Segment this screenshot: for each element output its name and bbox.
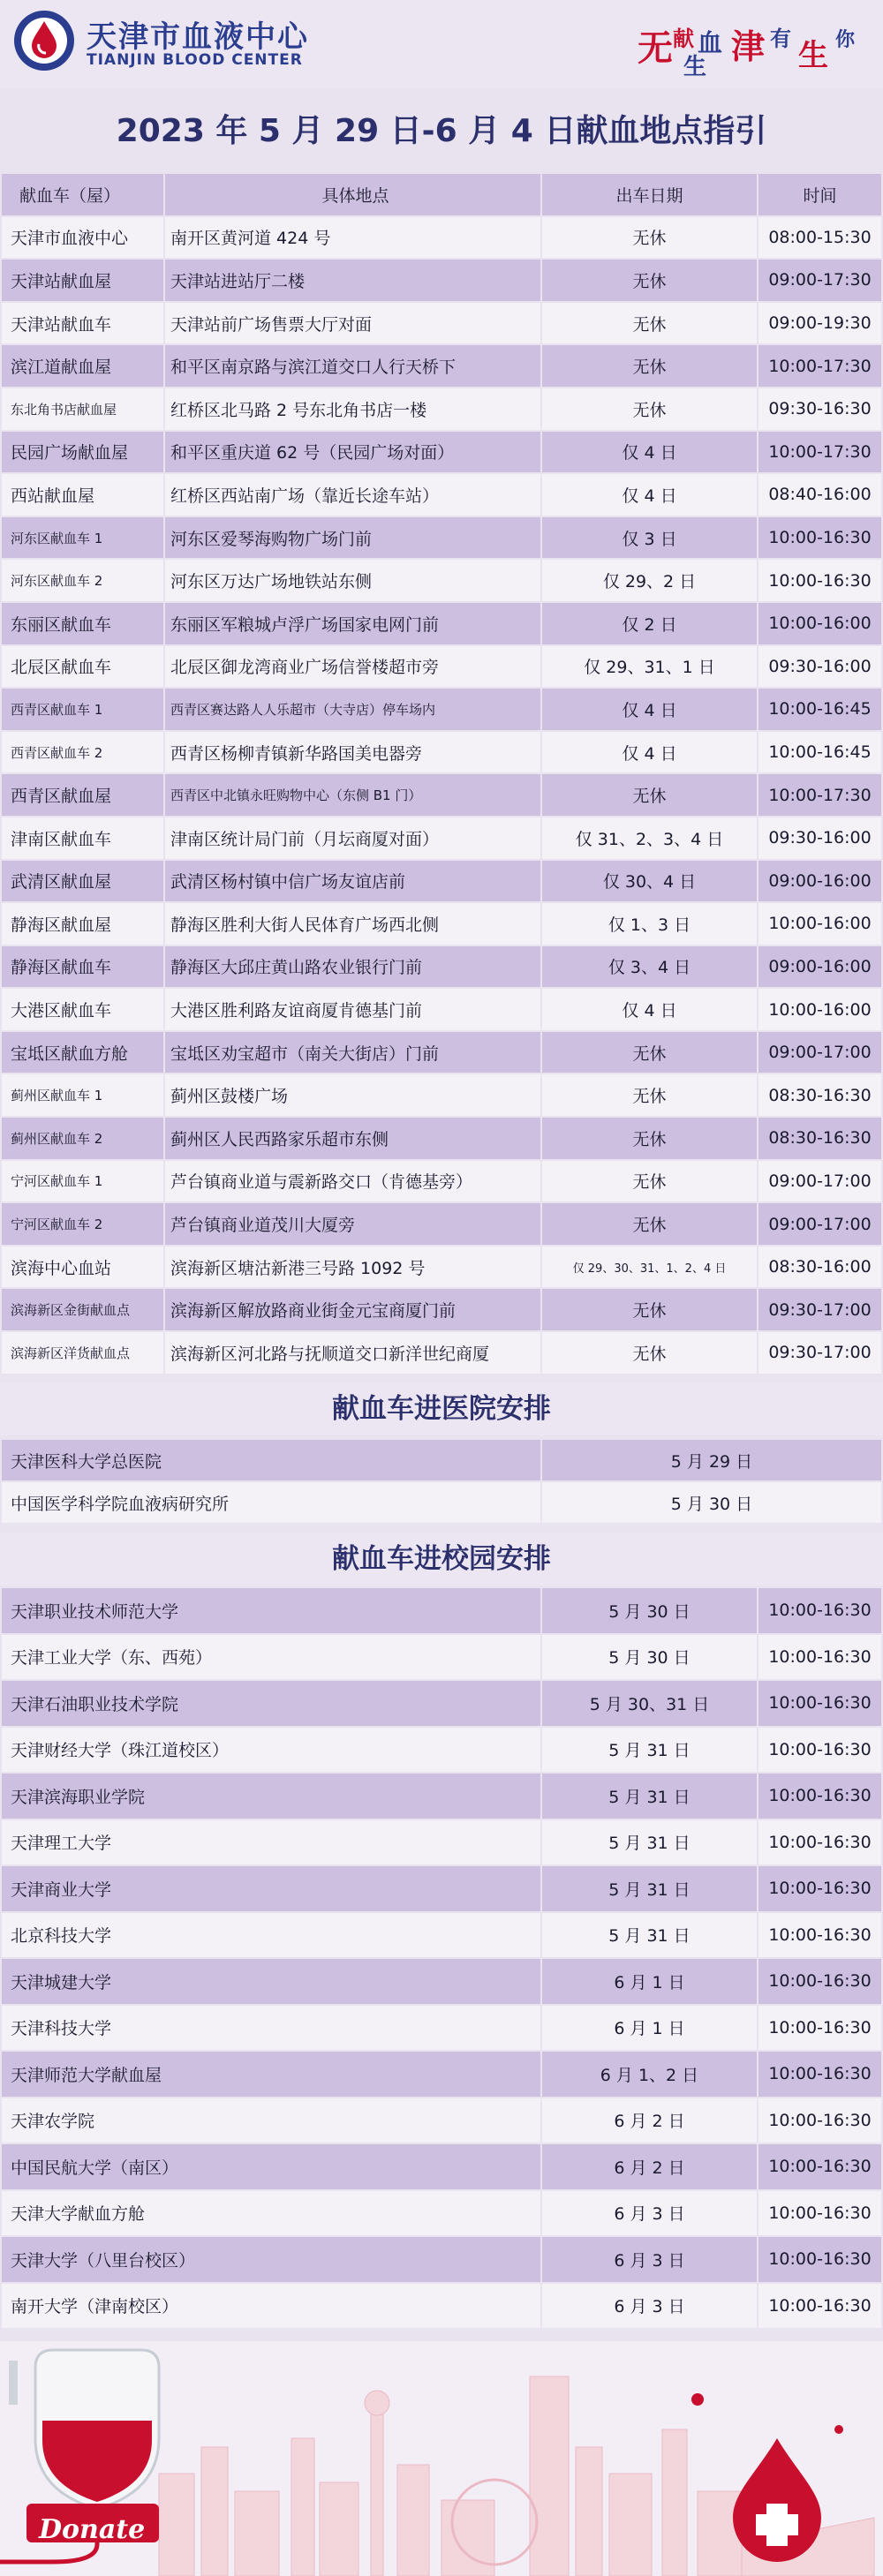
campus-name: 天津农学院 (2, 2098, 540, 2143)
site-dates: 无休 (542, 1332, 757, 1374)
site-name: 滨海新区金街献血点 (2, 1289, 163, 1330)
site-hours: 10:00-17:30 (758, 774, 881, 816)
table-row (0, 473, 883, 516)
campus-name: 天津科技大学 (2, 2006, 540, 2051)
site-hours: 10:00-16:00 (758, 603, 881, 644)
site-hours: 09:00-17:00 (758, 1032, 881, 1073)
campus-row (0, 2190, 883, 2237)
campus-date: 5 月 31 日 (542, 1820, 757, 1865)
site-address: 红桥区西站南广场（靠近长途车站） (165, 474, 540, 516)
campus-hours: 10:00-16:30 (758, 1588, 881, 1633)
svg-text:献: 献 (673, 26, 694, 51)
page-title: 2023 年 5 月 29 日-6 月 4 日献血地点指引 (116, 113, 767, 149)
campus-row (0, 1912, 883, 1959)
site-name: 武清区献血屋 (2, 861, 163, 902)
table-row (0, 988, 883, 1031)
site-hours: 10:00-17:30 (758, 432, 881, 473)
hospital-row (0, 1439, 883, 1481)
campus-hours: 10:00-16:30 (758, 1728, 881, 1773)
campus-date: 5 月 30、31 日 (542, 1681, 757, 1726)
slogan-calligraphy-icon (634, 16, 872, 81)
campus-date: 5 月 31 日 (542, 1728, 757, 1773)
site-address: 东丽区军粮城卢浮广场国家电网门前 (165, 603, 540, 644)
site-dates: 仅 2 日 (542, 603, 757, 644)
svg-text:你: 你 (835, 28, 856, 51)
site-name: 滨江道献血屋 (2, 345, 163, 387)
hospital-table (0, 1439, 883, 1524)
table-row (0, 1117, 883, 1160)
site-address: 蓟州区人民西路家乐超市东侧 (165, 1118, 540, 1159)
table-row (0, 344, 883, 388)
site-name: 宝坻区献血方舱 (2, 1032, 163, 1073)
site-hours: 10:00-16:30 (758, 560, 881, 601)
campus-date: 6 月 1、2 日 (542, 2052, 757, 2097)
table-row (0, 1031, 883, 1074)
site-address: 北辰区御龙湾商业广场信誉楼超市旁 (165, 646, 540, 688)
site-address: 武清区杨村镇中信广场友谊店前 (165, 861, 540, 902)
site-address: 天津站进站厅二楼 (165, 260, 540, 301)
donate-label: Donate (39, 2514, 146, 2545)
campus-row (0, 1587, 883, 1634)
site-name: 大港区献血车 (2, 989, 163, 1030)
campus-hours: 10:00-16:30 (758, 1913, 881, 1958)
site-dates: 无休 (542, 1074, 757, 1116)
column-header: 具体地点 (165, 174, 540, 215)
column-header: 时间 (758, 174, 881, 215)
campus-name: 天津滨海职业学院 (2, 1774, 540, 1819)
site-address: 河东区爱琴海购物广场门前 (165, 517, 540, 559)
campus-row (0, 2283, 883, 2330)
campus-table (0, 1587, 883, 2329)
table-row (0, 516, 883, 560)
site-hours: 09:30-17:00 (758, 1289, 881, 1330)
campus-date: 5 月 31 日 (542, 1774, 757, 1819)
site-address: 津南区统计局门前（月坛商厦对面） (165, 817, 540, 859)
campus-date: 6 月 3 日 (542, 2237, 757, 2282)
table-row (0, 431, 883, 474)
table-row (0, 259, 883, 302)
campus-name: 北京科技大学 (2, 1913, 540, 1958)
campus-row (0, 2236, 883, 2283)
site-hours: 08:30-16:00 (758, 1247, 881, 1288)
site-address: 芦台镇商业道茂川大厦旁 (165, 1203, 540, 1245)
site-hours: 09:00-17:00 (758, 1161, 881, 1202)
site-address: 河东区万达广场地铁站东侧 (165, 560, 540, 601)
site-hours: 09:30-16:00 (758, 646, 881, 688)
site-name: 河东区献血车 1 (2, 517, 163, 559)
table-row (0, 860, 883, 903)
site-dates: 仅 29、31、1 日 (542, 646, 757, 688)
campus-name: 天津大学献血方舱 (2, 2191, 540, 2236)
campus-row (0, 1819, 883, 1866)
site-name: 西青区献血车 2 (2, 732, 163, 773)
campus-name: 天津职业技术师范大学 (2, 1588, 540, 1633)
site-name: 蓟州区献血车 2 (2, 1118, 163, 1159)
campus-date: 6 月 1 日 (542, 2006, 757, 2051)
site-address: 静海区胜利大街人民体育广场西北侧 (165, 903, 540, 945)
site-name: 宁河区献血车 1 (2, 1161, 163, 1202)
campus-hours: 10:00-16:30 (758, 1681, 881, 1726)
site-hours: 08:00-15:30 (758, 217, 881, 259)
site-hours: 08:30-16:30 (758, 1074, 881, 1116)
site-hours: 10:00-17:30 (758, 345, 881, 387)
site-dates: 无休 (542, 303, 757, 344)
table-row (0, 1073, 883, 1117)
site-dates: 仅 29、30、31、1、2、4 日 (542, 1247, 757, 1288)
site-name: 西青区献血屋 (2, 774, 163, 816)
site-address: 芦台镇商业道与震新路交口（肯德基旁） (165, 1161, 540, 1202)
campus-hours: 10:00-16:30 (758, 1820, 881, 1865)
site-address: 蓟州区鼓楼广场 (165, 1074, 540, 1116)
site-address: 西青区赛达路人人乐超市（大寺店）停车场内 (165, 689, 540, 730)
campus-row (0, 2005, 883, 2052)
site-name: 河东区献血车 2 (2, 560, 163, 601)
svg-text:生: 生 (683, 54, 707, 80)
site-dates: 仅 4 日 (542, 989, 757, 1030)
site-dates: 仅 31、2、3、4 日 (542, 817, 757, 859)
table-row (0, 1331, 883, 1375)
site-name: 滨海新区洋货献血点 (2, 1332, 163, 1374)
hospital-section-title: 献血车进医院安排 (0, 1382, 883, 1435)
site-dates: 无休 (542, 1032, 757, 1073)
site-hours: 08:30-16:30 (758, 1118, 881, 1159)
site-address: 南开区黄河道 424 号 (165, 217, 540, 259)
site-hours: 09:00-17:00 (758, 1203, 881, 1245)
footer-illustration (0, 2341, 883, 2576)
campus-hours: 10:00-16:30 (758, 2191, 881, 2236)
site-address: 大港区胜利路友谊商厦肯德基门前 (165, 989, 540, 1030)
site-dates: 无休 (542, 1203, 757, 1245)
column-header: 出车日期 (542, 174, 757, 215)
site-name: 静海区献血车 (2, 946, 163, 988)
site-dates: 无休 (542, 345, 757, 387)
site-address: 滨海新区塘沽新港三号路 1092 号 (165, 1247, 540, 1288)
site-dates: 无休 (542, 217, 757, 259)
campus-hours: 10:00-16:30 (758, 2052, 881, 2097)
site-dates: 仅 30、4 日 (542, 861, 757, 902)
campus-date: 5 月 30 日 (542, 1588, 757, 1633)
site-hours: 09:00-16:00 (758, 861, 881, 902)
site-name: 宁河区献血车 2 (2, 1203, 163, 1245)
campus-row (0, 1727, 883, 1774)
site-name: 西青区献血车 1 (2, 689, 163, 730)
site-address: 西青区杨柳青镇新华路国美电器旁 (165, 732, 540, 773)
site-name: 津南区献血车 (2, 817, 163, 859)
site-name: 天津市血液中心 (2, 217, 163, 259)
hospital-name: 天津医科大学总医院 (2, 1440, 540, 1480)
site-name: 北辰区献血车 (2, 646, 163, 688)
site-dates: 无休 (542, 1289, 757, 1330)
svg-text:血: 血 (698, 28, 723, 57)
donation-sites-table (0, 173, 883, 1375)
site-address: 西青区中北镇永旺购物中心（东侧 B1 门） (165, 774, 540, 816)
site-address: 宝坻区劝宝超市（南关大街店）门前 (165, 1032, 540, 1073)
column-header: 献血车（屋） (2, 174, 163, 215)
site-name: 民园广场献血屋 (2, 432, 163, 473)
campus-row (0, 2143, 883, 2190)
table-row (0, 731, 883, 774)
campus-row (0, 1634, 883, 1681)
campus-name: 天津城建大学 (2, 1959, 540, 2004)
hospital-date: 5 月 30 日 (542, 1482, 881, 1523)
hospital-date: 5 月 29 日 (542, 1440, 881, 1480)
svg-text:生: 生 (798, 38, 828, 73)
site-hours: 10:00-16:45 (758, 689, 881, 730)
svg-text:有: 有 (770, 26, 791, 51)
site-hours: 10:00-16:00 (758, 989, 881, 1030)
table-row (0, 688, 883, 731)
site-dates: 仅 1、3 日 (542, 903, 757, 945)
table-row (0, 1246, 883, 1289)
campus-section-title: 献血车进校园安排 (0, 1533, 883, 1586)
campus-date: 5 月 31 日 (542, 1866, 757, 1911)
table-row (0, 216, 883, 260)
site-address: 红桥区北马路 2 号东北角书店一楼 (165, 388, 540, 430)
site-hours: 10:00-16:30 (758, 517, 881, 559)
campus-hours: 10:00-16:30 (758, 2098, 881, 2143)
campus-name: 天津商业大学 (2, 1866, 540, 1911)
campus-row (0, 1680, 883, 1727)
campus-hours: 10:00-16:30 (758, 2237, 881, 2282)
page-header (0, 0, 883, 88)
table-row (0, 902, 883, 945)
site-dates: 仅 4 日 (542, 474, 757, 516)
hospital-name: 中国医学科学院血液病研究所 (2, 1482, 540, 1523)
table-row (0, 388, 883, 431)
site-name: 蓟州区献血车 1 (2, 1074, 163, 1116)
campus-hours: 10:00-16:30 (758, 1866, 881, 1911)
site-dates: 无休 (542, 260, 757, 301)
campus-date: 5 月 31 日 (542, 1913, 757, 1958)
site-hours: 10:00-16:45 (758, 732, 881, 773)
campus-date: 6 月 2 日 (542, 2144, 757, 2189)
site-address: 和平区重庆道 62 号（民园广场对面） (165, 432, 540, 473)
site-dates: 无休 (542, 1118, 757, 1159)
table-header-row (0, 173, 883, 216)
site-hours: 09:00-17:30 (758, 260, 881, 301)
hospital-row (0, 1481, 883, 1524)
site-dates: 仅 3 日 (542, 517, 757, 559)
site-name: 天津站献血车 (2, 303, 163, 344)
table-row (0, 559, 883, 602)
svg-text:津: 津 (731, 26, 766, 66)
table-row (0, 773, 883, 817)
table-row (0, 302, 883, 345)
site-dates: 无休 (542, 388, 757, 430)
site-dates: 仅 29、2 日 (542, 560, 757, 601)
site-hours: 09:00-19:30 (758, 303, 881, 344)
campus-row (0, 1865, 883, 1912)
campus-name: 南开大学（津南校区） (2, 2284, 540, 2329)
campus-row (0, 1773, 883, 1819)
campus-hours: 10:00-16:30 (758, 2006, 881, 2051)
campus-name: 天津师范大学献血屋 (2, 2052, 540, 2097)
site-dates: 无休 (542, 1161, 757, 1202)
campus-name: 天津财经大学（珠江道校区） (2, 1728, 540, 1773)
campus-hours: 10:00-16:30 (758, 1959, 881, 2004)
site-address: 静海区大邱庄黄山路农业银行门前 (165, 946, 540, 988)
site-dates: 无休 (542, 774, 757, 816)
site-dates: 仅 4 日 (542, 432, 757, 473)
site-hours: 09:30-16:30 (758, 388, 881, 430)
site-name: 滨海中心血站 (2, 1247, 163, 1288)
campus-hours: 10:00-16:30 (758, 1774, 881, 1819)
site-address: 滨海新区解放路商业街金元宝商厦门前 (165, 1289, 540, 1330)
site-dates: 仅 4 日 (542, 689, 757, 730)
campus-date: 6 月 1 日 (542, 1959, 757, 2004)
campus-name: 天津理工大学 (2, 1820, 540, 1865)
campus-date: 6 月 3 日 (542, 2191, 757, 2236)
site-address: 和平区南京路与滨江道交口人行天桥下 (165, 345, 540, 387)
site-dates: 仅 3、4 日 (542, 946, 757, 988)
campus-hours: 10:00-16:30 (758, 2144, 881, 2189)
svg-text:无: 无 (638, 27, 673, 69)
table-row (0, 945, 883, 989)
logo-title-cn: 天津市血液中心 (87, 19, 309, 55)
site-name: 西站献血屋 (2, 474, 163, 516)
campus-row (0, 2051, 883, 2098)
site-hours: 08:40-16:00 (758, 474, 881, 516)
logo-title-en: TIANJIN BLOOD CENTER (87, 51, 303, 69)
campus-date: 6 月 3 日 (542, 2284, 757, 2329)
site-name: 东北角书店献血屋 (2, 388, 163, 430)
campus-hours: 10:00-16:30 (758, 1635, 881, 1680)
table-row (0, 817, 883, 860)
site-address: 滨海新区河北路与抚顺道交口新洋世纪商厦 (165, 1332, 540, 1374)
table-row (0, 1288, 883, 1331)
campus-name: 天津大学（八里台校区） (2, 2237, 540, 2282)
table-row (0, 1202, 883, 1246)
site-hours: 09:30-16:00 (758, 817, 881, 859)
table-row (0, 1160, 883, 1203)
site-hours: 09:30-17:00 (758, 1332, 881, 1374)
campus-hours: 10:00-16:30 (758, 2284, 881, 2329)
site-dates: 仅 4 日 (542, 732, 757, 773)
campus-name: 中国民航大学（南区） (2, 2144, 540, 2189)
site-address: 天津站前广场售票大厅对面 (165, 303, 540, 344)
table-row (0, 645, 883, 689)
site-name: 天津站献血屋 (2, 260, 163, 301)
blood-center-logo-icon (12, 9, 76, 72)
campus-name: 天津石油职业技术学院 (2, 1681, 540, 1726)
campus-row (0, 2098, 883, 2144)
site-name: 东丽区献血车 (2, 603, 163, 644)
site-name: 静海区献血屋 (2, 903, 163, 945)
campus-date: 6 月 2 日 (542, 2098, 757, 2143)
table-row (0, 602, 883, 645)
campus-row (0, 1958, 883, 2005)
site-hours: 10:00-16:00 (758, 903, 881, 945)
site-hours: 09:00-16:00 (758, 946, 881, 988)
campus-date: 5 月 30 日 (542, 1635, 757, 1680)
campus-name: 天津工业大学（东、西苑） (2, 1635, 540, 1680)
